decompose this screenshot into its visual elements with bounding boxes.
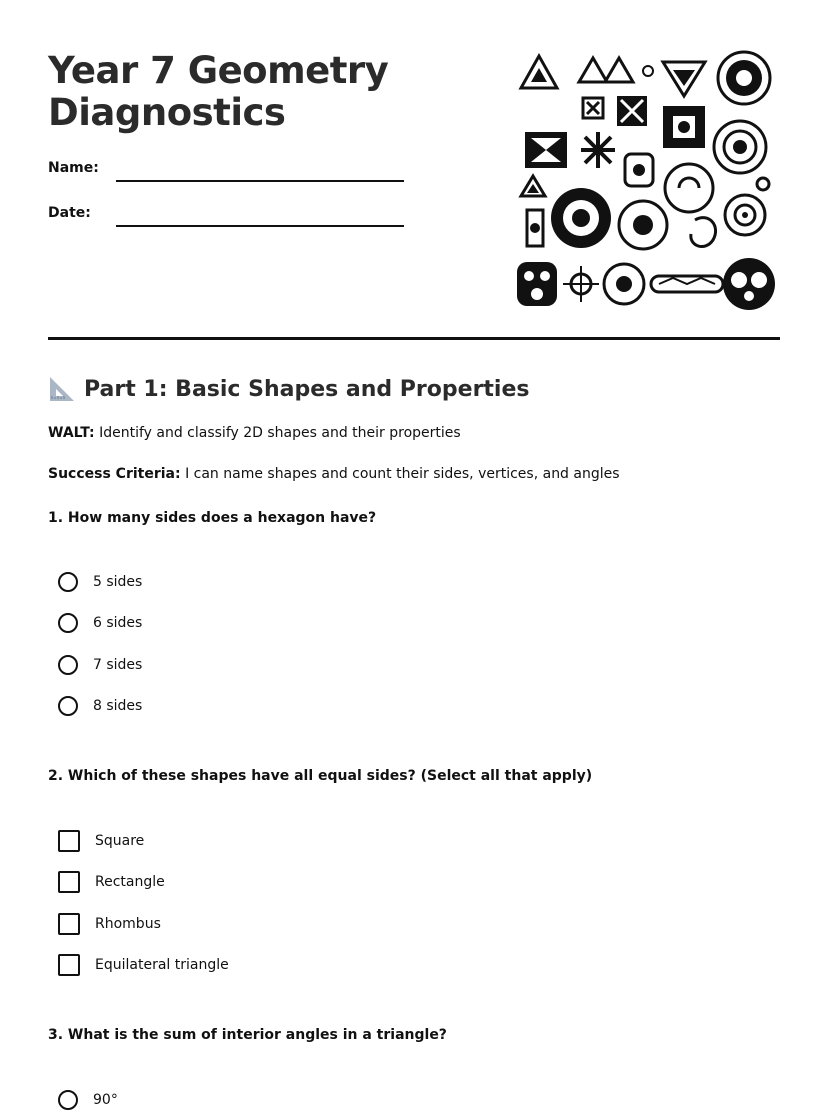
title-line-1: Year 7 Geometry [48, 49, 389, 92]
date-label: Date: [48, 205, 91, 221]
success-criteria-line [48, 466, 620, 482]
option-label: Rectangle [95, 874, 165, 890]
walt-text: Identify and classify 2D shapes and their properties [99, 425, 461, 441]
name-line[interactable] [116, 180, 404, 182]
checkbox[interactable] [58, 913, 80, 935]
option-label: 7 sides [93, 657, 143, 673]
geometric-motifs-illustration [513, 50, 783, 314]
option-q2-rectangle[interactable] [58, 870, 165, 894]
walt-label: WALT: [48, 425, 95, 441]
option-q2-square[interactable] [58, 829, 144, 853]
set-square-icon [48, 375, 76, 403]
question-3-text: 3. What is the sum of interior angles in a triangle? [48, 1027, 447, 1043]
option-label: 5 sides [93, 574, 143, 590]
walt-line [48, 425, 461, 441]
question-2-text: 2. Which of these shapes have all equal sides? (Select all that apply) [48, 768, 593, 784]
option-q2-equilateral-triangle[interactable] [58, 953, 229, 977]
option-q1-8-sides[interactable] [58, 694, 142, 718]
radio-button[interactable] [58, 572, 78, 592]
radio-button[interactable] [58, 1090, 78, 1110]
option-label: 90° [93, 1092, 118, 1108]
option-label: Rhombus [95, 916, 161, 932]
success-criteria-text: I can name shapes and count their sides, vertices, and angles [185, 466, 620, 482]
radio-button[interactable] [58, 655, 78, 675]
option-label: Square [95, 833, 145, 849]
option-label: Equilateral triangle [95, 957, 229, 973]
radio-button[interactable] [58, 613, 78, 633]
worksheet-header [48, 50, 780, 320]
option-q1-7-sides[interactable] [58, 653, 142, 677]
checkbox[interactable] [58, 830, 80, 852]
checkbox[interactable] [58, 954, 80, 976]
option-label: 6 sides [93, 615, 143, 631]
radio-button[interactable] [58, 696, 78, 716]
checkbox[interactable] [58, 871, 80, 893]
option-q3-90-degrees[interactable] [58, 1088, 118, 1112]
section-heading-part-1 [48, 372, 530, 406]
title-line-2: Diagnostics [48, 91, 286, 134]
name-label: Name: [48, 160, 99, 176]
option-q1-6-sides[interactable] [58, 611, 142, 635]
option-q2-rhombus[interactable] [58, 912, 161, 936]
option-label: 8 sides [93, 698, 143, 714]
date-line[interactable] [116, 225, 404, 227]
question-1-text: 1. How many sides does a hexagon have? [48, 510, 377, 526]
success-criteria-label: Success Criteria: [48, 466, 181, 482]
section-title: Part 1: Basic Shapes and Properties [84, 376, 530, 402]
worksheet-title [48, 50, 388, 134]
option-q1-5-sides[interactable] [58, 570, 142, 594]
header-divider [48, 337, 780, 340]
